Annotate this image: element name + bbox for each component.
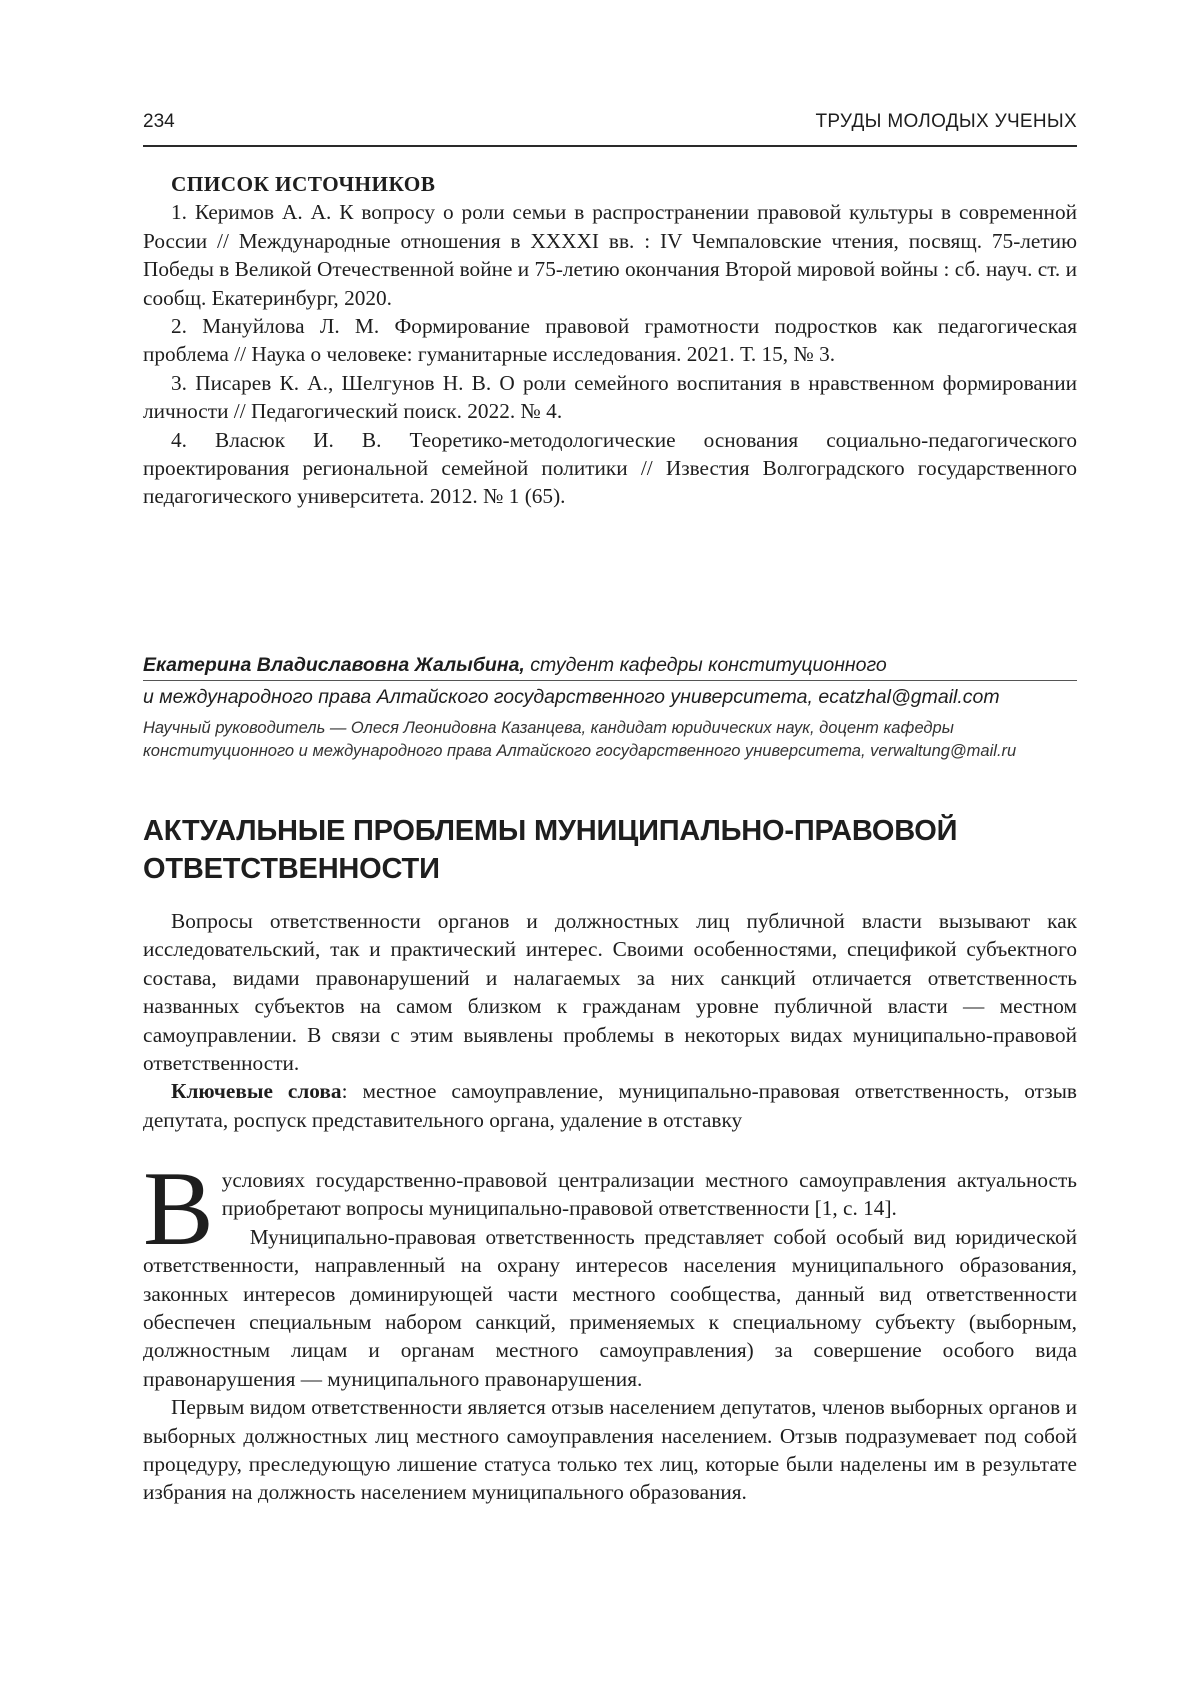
running-title: ТРУДЫ МОЛОДЫХ УЧЕНЫХ: [815, 111, 1077, 132]
article-title: АКТУАЛЬНЫЕ ПРОБЛЕМЫ МУНИЦИПАЛЬНО-ПРАВОВОЙ ОТВЕТСТВЕННОСТИ: [143, 815, 958, 885]
page-number: 234: [143, 111, 175, 132]
keywords-text: : местное самоуправление, муниципально-правовая ответственность, отзыв депутата, роспуск представительного органа, удаление в отставку: [143, 1079, 1077, 1132]
body-paragraph-text: условиях государственно-правовой централизации местного самоуправления актуальность приобретают вопросы муниципально-правовой ответственности [1, с. 14].: [221, 1168, 1077, 1221]
abstract-block: [143, 907, 1077, 1134]
keywords: [143, 1077, 1077, 1134]
drop-cap: В: [143, 1150, 214, 1267]
author-name: Екатерина Владиславовна Жалыбина,: [143, 654, 525, 676]
document-page: [143, 0, 1077, 1697]
running-header: [143, 107, 1077, 147]
author-block: [143, 652, 1077, 763]
author-line: [143, 652, 1077, 681]
reference-item: 2. Мануйлова Л. М. Формирование правовой грамотности подростков как педагогическая проблема // Наука о человеке: гуманитарные исследования. 2021. Т. 15, № 3.: [143, 314, 1077, 367]
body-paragraph: Муниципально-правовая ответственность представляет собой особый вид юридической ответственности, направленный на охрану интересов населения муниципального образования, законных интересов доминирующей части местного сообщества, данный вид ответственности обеспечен специальным набором санкций, применяемых к специальному субъекту (выборным, должностным лицам и органам местного самоуправления) за совершение особого вида правонарушения — муниципального правонарушения.: [143, 1224, 1077, 1391]
abstract-text: Вопросы ответственности органов и должностных лиц публичной власти вызывают как исследовательский, так и практический интерес. Своими особенностями, спецификой субъектного состава, видами правонарушений и налагаемых за них санкций отличается ответственность названных субъектов на самом близком к гражданам уровне публичной власти — местном самоуправлении. В связи с этим выявлены проблемы в некоторых видах муниципально-правовой ответственности.: [143, 909, 1077, 1076]
reference-list-heading: СПИСОК ИСТОЧНИКОВ: [171, 172, 436, 196]
author-affiliation-continued: и международного права Алтайского государственного университета, ecatzhal@gmail.com: [143, 686, 1000, 708]
author-affiliation: студент кафедры конституционного: [524, 654, 887, 676]
body-paragraph: Первым видом ответственности является отзыв населением депутатов, членов выборных органов и выборных должностных лиц местного самоуправления населением. Отзыв подразумевает под собой процедуру, преследующую лишение статуса только тех лиц, которые были наделены им в результате избрания на должность населением муниципального образования.: [143, 1395, 1077, 1505]
scientific-supervisor: Научный руководитель — Олеся Леонидовна Казанцева, кандидат юридических наук, доцент кафедры конституционного и международного права Алтайского государственного университета, verwaltung@mail.ru: [143, 719, 1017, 760]
reference-item: 4. Власюк И. В. Теоретико-методологические основания социально-педагогического проектирования региональной семейной политики // Известия Волгоградского государственного педагогического университета. 2012. № 1 (65).: [143, 427, 1077, 509]
reference-list: [143, 170, 1077, 511]
reference-item: 3. Писарев К. А., Шелгунов Н. В. О роли семейного воспитания в нравственном формировании личности // Педагогический поиск. 2022. № 4.: [143, 370, 1077, 424]
keywords-label: Ключевые слова: [171, 1079, 342, 1104]
article-body: [143, 1150, 1077, 1507]
reference-item: 1. Керимов А. А. К вопросу о роли семьи в распространении правовой культуры в современной России // Международные отношения в XXXXI вв. : IV Чемпаловские чтения, посвящ. 75-летию Победы в Великой Отечественной войне и 75-летию окончания Второй мировой войны : сб. науч. ст. и сообщ. Екатеринбург, 2020.: [143, 200, 1077, 310]
body-paragraph: [143, 1150, 1077, 1267]
